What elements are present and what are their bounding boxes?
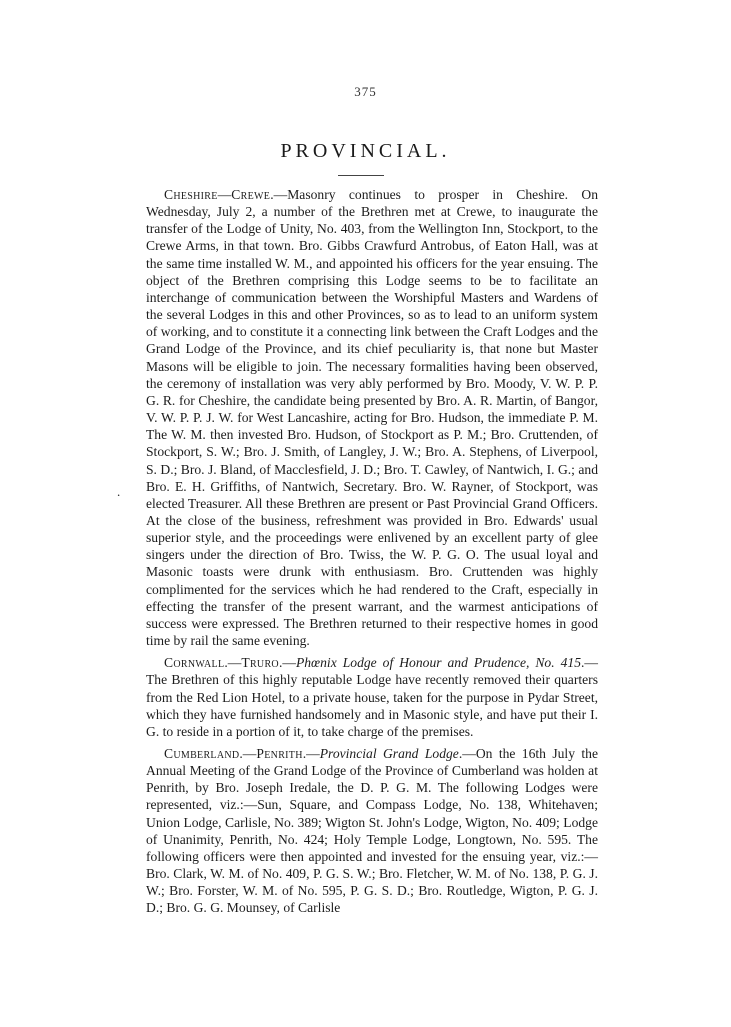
title-rule: [338, 175, 384, 176]
article-body: [146, 186, 598, 922]
heading-dash: .—: [224, 655, 242, 671]
paragraph-text: .—On the 16th July the Annual Meeting of the Grand Lodge of the Province of Cumberland was holden at Penrith, by Bro. Joseph Iredale, the D. P. G. M. The following Lodges were represented, viz.:—Sun, Square, and Compass Lodge, No. 138, Whitehaven; Union Lodge, Carlisle, No. 389; Wigton St. John's Lodge, Wigton, No. 409; Lodge of Unanimity, Penrith, No. 424; Holy Temple Lodge, Longtown, No. 595. The following officers were then appointed and invested for the ensuing year, viz.:—Bro. Clark, W. M. of No. 409, P. G. S. W.; Bro. Fletcher, W. M. of No. 138, P. G. J. W.; Bro. Forster, W. M. of No. 595, P. G. S. D.; Bro. Routledge, Wigton, P. G. J. D.; Bro. G. G. Mounsey, of Carlisle: [146, 746, 598, 916]
county-heading: Cumberland: [164, 746, 240, 761]
county-heading: Cornwall: [164, 655, 225, 671]
heading-separator: .—: [278, 655, 296, 671]
county-heading: Cheshire: [164, 187, 218, 202]
paragraph-cumberland: [146, 745, 598, 917]
heading-dash: .—: [239, 746, 257, 761]
margin-mark: .: [117, 484, 121, 499]
lodge-name: Phœnix Lodge of Honour and Prudence, No. 415: [295, 655, 581, 671]
town-heading: Penrith: [256, 746, 303, 761]
section-title: PROVINCIAL.: [280, 140, 451, 162]
page-number: 375: [354, 84, 377, 99]
paragraph-cornwall: [146, 654, 598, 740]
town-heading: Crewe: [231, 187, 271, 202]
paragraph-text: .—Masonry continues to prosper in Cheshire. On Wednesday, July 2, a number of the Brethren met at Crewe, to inaugurate the transfer of the Lodge of Unity, No. 403, from the Wellington Inn, Stockport, to the Crewe Arms, in that town. Bro. Gibbs Crawfurd Antrobus, of Eaton Hall, was at the same time installed W. M., and appointed his officers for the year ensuing. The object of the Brethren comprising this Lodge seems to be to facilitate an interchange of communication between the Worshipful Masters and Wardens of the several Lodges in this and other Provinces, so as to lead to an uniform system of working, and to constitute it a connecting link between the Craft Lodges and the Grand Lodge of the Province, and its chief peculiarity is, that none but Master Masons will be eligible to join. The necessary formalities having been observed, the ceremony of installation was very ably performed by Bro. Moody, V. W. P. P. G. R. for Cheshire, the candidate being presented by Bro. A. R. Martin, of Bangor, V. W. P. P. J. W. for West Lancashire, acting for Bro. Hudson, the immediate P. M. The W. M. then invested Bro. Hudson, of Stockport as P. M.; Bro. Cruttenden, of Stockport, S. W.; Bro. J. Smith, of Langley, J. W.; Bro. A. Stephens, of Liverpool, S. D.; Bro. J. Bland, of Macclesfield, J. D.; Bro. T. Cawley, of Nantwich, I. G.; and Bro. E. H. Griffiths, of Nantwich, Secretary. Bro. W. Rayner, of Stockport, was elected Treasurer. All these Brethren are present or Past Provincial Grand Officers. At the close of the business, refreshment was provided in Bro. Edwards' usual superior style, and the proceedings were enlivened by an excellent party of glee singers under the direction of Bro. Twiss, the W. P. G. O. The usual loyal and Masonic toasts were drunk with enthusiasm. Bro. Cruttenden was highly complimented for the services which he had rendered to the Craft, especially in effecting the transfer of the present warrant, and the warmest anticipations of success were expressed. The Brethren returned to their respective homes in good time by rail the same evening.: [146, 187, 598, 649]
paragraph-text: .—The Brethren of this highly reputable Lodge have recently removed their quarters from the Red Lion Hotel, to a private house, taken for the purpose in Pydar Street, which they have furnished handsomely and in Masonic style, and have put their I. G. to reside in a portion of it, to take charge of the premises.: [146, 655, 598, 739]
town-heading: Truro: [241, 655, 279, 671]
heading-dash: —: [217, 187, 232, 202]
lodge-name: Provincial Grand Lodge: [319, 746, 459, 761]
heading-separator: .—: [302, 746, 320, 761]
paragraph-cheshire: [146, 186, 598, 649]
